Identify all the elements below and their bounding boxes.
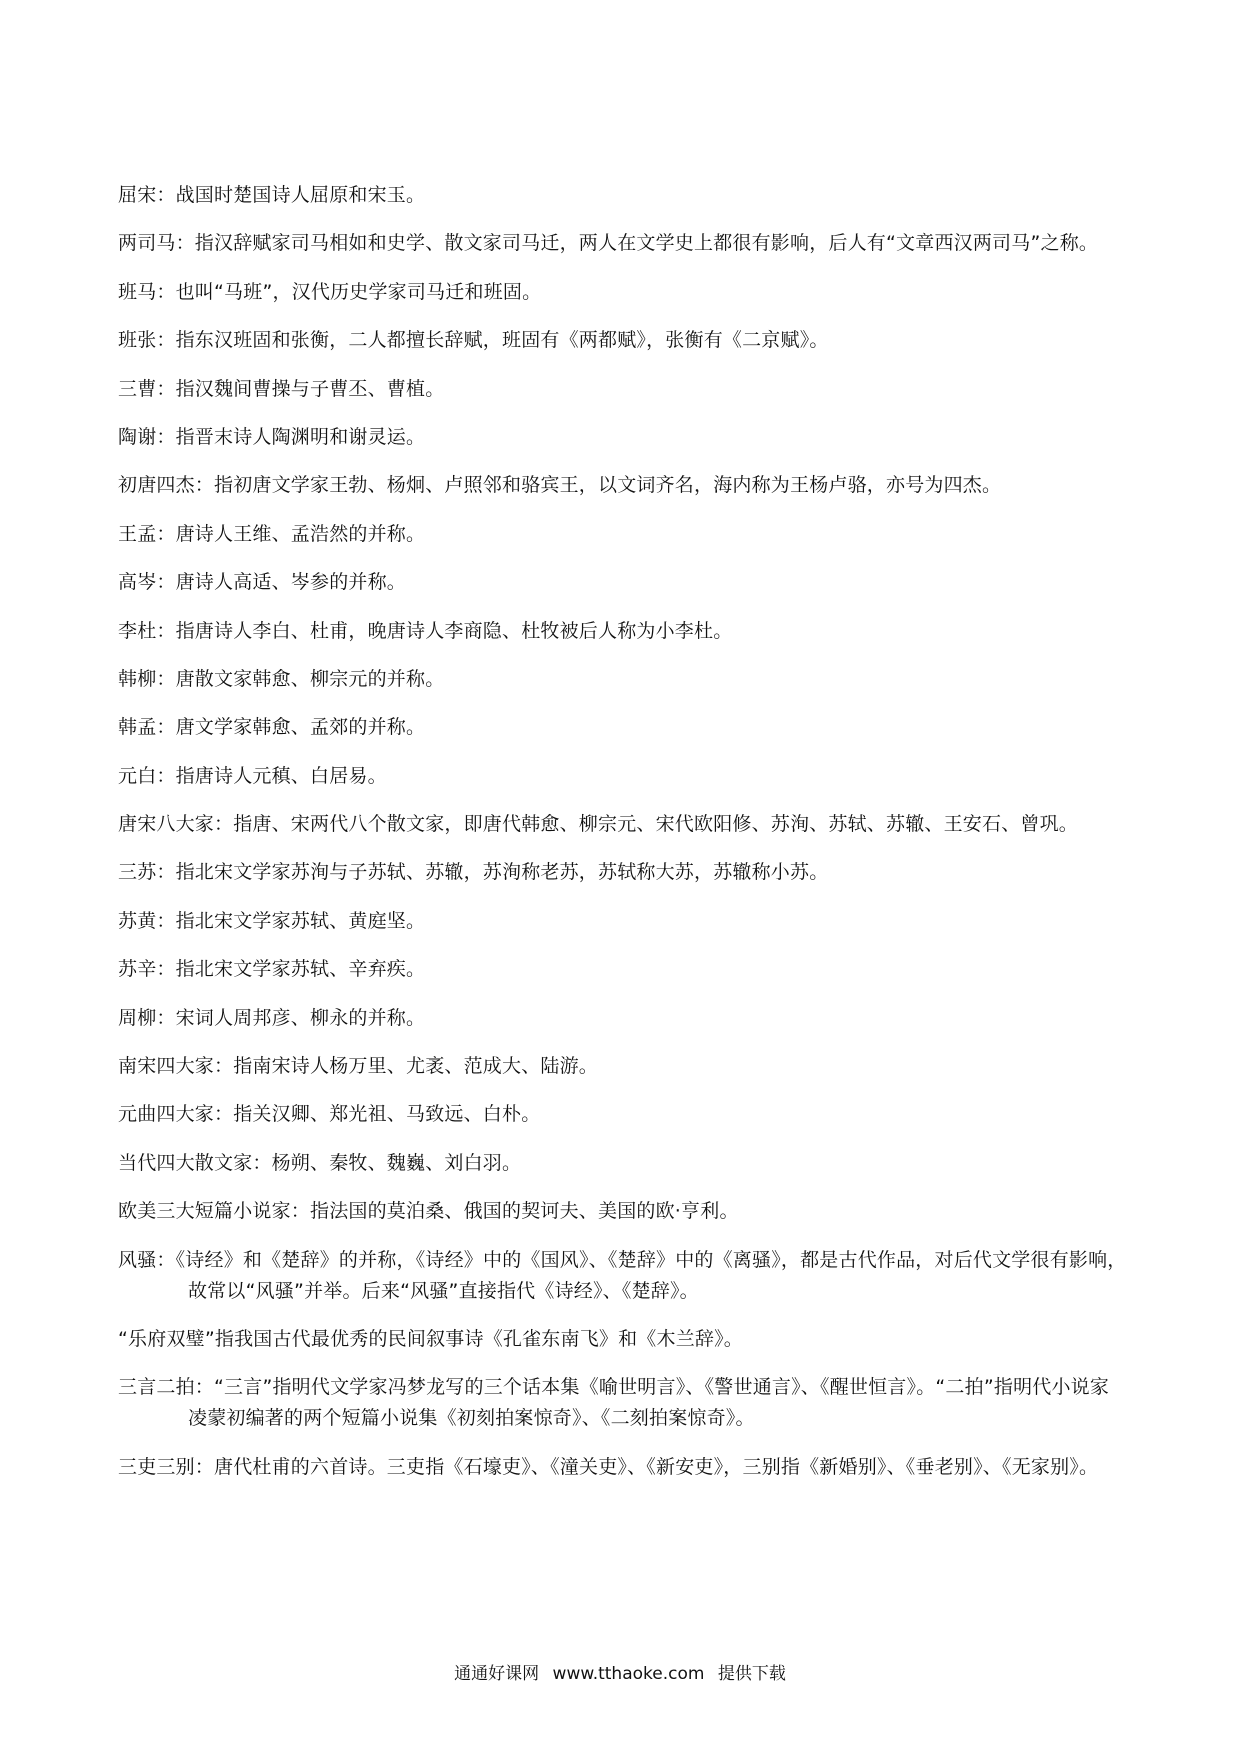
entry-text: 李杜：指唐诗人李白、杜甫，晚唐诗人李商隐、杜牧被后人称为小李杜。: [118, 619, 733, 642]
entry-text: 高岑：唐诗人高适、岑参的并称。: [118, 571, 407, 594]
entry-text: 韩柳：唐散文家韩愈、柳宗元的并称。: [118, 667, 445, 690]
entry-sansu: [118, 857, 1128, 888]
entry-text: 三苏：指北宋文学家苏洵与子苏轼、苏辙，苏洵称老苏，苏轼称大苏，苏辙称小苏。: [118, 861, 829, 884]
entry-text: 三吏三别：唐代杜甫的六首诗。三吏指《石壕吏》、《潼关吏》、《新安吏》，三别指《新婚别》、《垂老别》、《无家别》。: [118, 1455, 1099, 1478]
entry-nansong-sidajia: [118, 1051, 1128, 1082]
entry-yuanbai: [118, 761, 1128, 792]
page-footer: [0, 1663, 1240, 1685]
entry-text: 当代四大散文家：杨朔、秦牧、魏巍、刘白羽。: [118, 1151, 522, 1174]
entry-text: 元曲四大家：指关汉卿、郑光祖、马致远、白朴。: [118, 1103, 541, 1126]
entry-yuefu-shuangbi: [118, 1324, 1128, 1355]
entry-text: 苏辛：指北宋文学家苏轼、辛弃疾。: [118, 958, 426, 981]
entry-text: 班马：也叫“马班”，汉代历史学家司马迁和班固。: [118, 280, 542, 303]
entry-text: 唐宋八大家：指唐、宋两代八个散文家，即唐代韩愈、柳宗元、宋代欧阳修、苏洵、苏轼、苏辙、王安石、曾巩。: [118, 813, 1079, 836]
footer-site-name: 通通好课网: [454, 1664, 540, 1684]
entry-text: 初唐四杰：指初唐文学家王勃、杨炯、卢照邻和骆宾王，以文词齐名，海内称为王杨卢骆，亦号为四杰。: [118, 474, 1002, 497]
entry-quyu: [118, 180, 1128, 211]
footer-suffix: 提供下载: [717, 1664, 786, 1684]
entry-banma: [118, 277, 1128, 308]
entry-suxin: [118, 954, 1128, 985]
entry-text: 三言二拍：“三言”指明代文学家冯梦龙写的三个话本集《喻世明言》、《警世通言》、《醒世恒言》。“二拍”指明代小说家凌蒙初编著的两个短篇小说集《初刻拍案惊奇》、《二刻拍案惊奇》。: [118, 1376, 1110, 1430]
entry-oumei-xiaoshuojia: [118, 1196, 1128, 1227]
entry-sancao: [118, 374, 1128, 405]
entry-text: “乐府双璧”指我国古代最优秀的民间叙事诗《孔雀东南飞》和《木兰辞》。: [118, 1327, 743, 1350]
entry-fengsao: [118, 1245, 1128, 1307]
entry-wangmeng: [118, 519, 1128, 550]
entry-text: 周柳：宋词人周邦彦、柳永的并称。: [118, 1006, 426, 1029]
entry-list: [118, 180, 1128, 1500]
entry-text: 陶谢：指晋末诗人陶渊明和谢灵运。: [118, 425, 426, 448]
entry-chutang-sijie: [118, 470, 1128, 501]
entry-yuanqu-sidajia: [118, 1099, 1128, 1130]
entry-liang-sima: [118, 228, 1128, 259]
entry-sanyan-erpai: [118, 1372, 1128, 1434]
entry-text: 欧美三大短篇小说家：指法国的莫泊桑、俄国的契诃夫、美国的欧·亨利。: [118, 1200, 739, 1223]
entry-text: 三曹：指汉魏间曹操与子曹丕、曹植。: [118, 377, 445, 400]
entry-banzhang: [118, 325, 1128, 356]
entry-hanmeng: [118, 712, 1128, 743]
entry-text: 班张：指东汉班固和张衡，二人都擅长辞赋，班固有《两都赋》，张衡有《二京赋》。: [118, 329, 829, 352]
entry-text: 王孟：唐诗人王维、孟浩然的并称。: [118, 522, 426, 545]
entry-lidu: [118, 616, 1128, 647]
entry-suhuang: [118, 906, 1128, 937]
entry-zhouliu: [118, 1003, 1128, 1034]
footer-url: www.tthaoke.com: [552, 1664, 705, 1684]
entry-text: 韩孟：唐文学家韩愈、孟郊的并称。: [118, 716, 426, 739]
entry-taoxie: [118, 422, 1128, 453]
entry-text: 南宋四大家：指南宋诗人杨万里、尤袤、范成大、陆游。: [118, 1055, 599, 1078]
entry-tangsong-badajia: [118, 809, 1128, 840]
entry-text: 屈宋：战国时楚国诗人屈原和宋玉。: [118, 184, 426, 206]
entry-dangdai-sanwenjia: [118, 1148, 1128, 1179]
entry-text: 元白：指唐诗人元稹、白居易。: [118, 764, 387, 787]
entry-text: 两司马：指汉辞赋家司马相如和史学、散文家司马迁，两人在文学史上都很有影响，后人有“文章西汉两司马”之称。: [118, 232, 1099, 255]
entry-hanliu: [118, 664, 1128, 695]
entry-sanli-sanbie: [118, 1452, 1128, 1483]
entry-text: 苏黄：指北宋文学家苏轼、黄庭坚。: [118, 909, 426, 932]
entry-gaocen: [118, 567, 1128, 598]
entry-text: 风骚：《诗经》和《楚辞》的并称，《诗经》中的《国风》、《楚辞》中的《离骚》，都是古代作品，对后代文学很有影响，故常以“风骚”并举。后来“风骚”直接指代《诗经》、《楚辞》。: [118, 1248, 1127, 1302]
